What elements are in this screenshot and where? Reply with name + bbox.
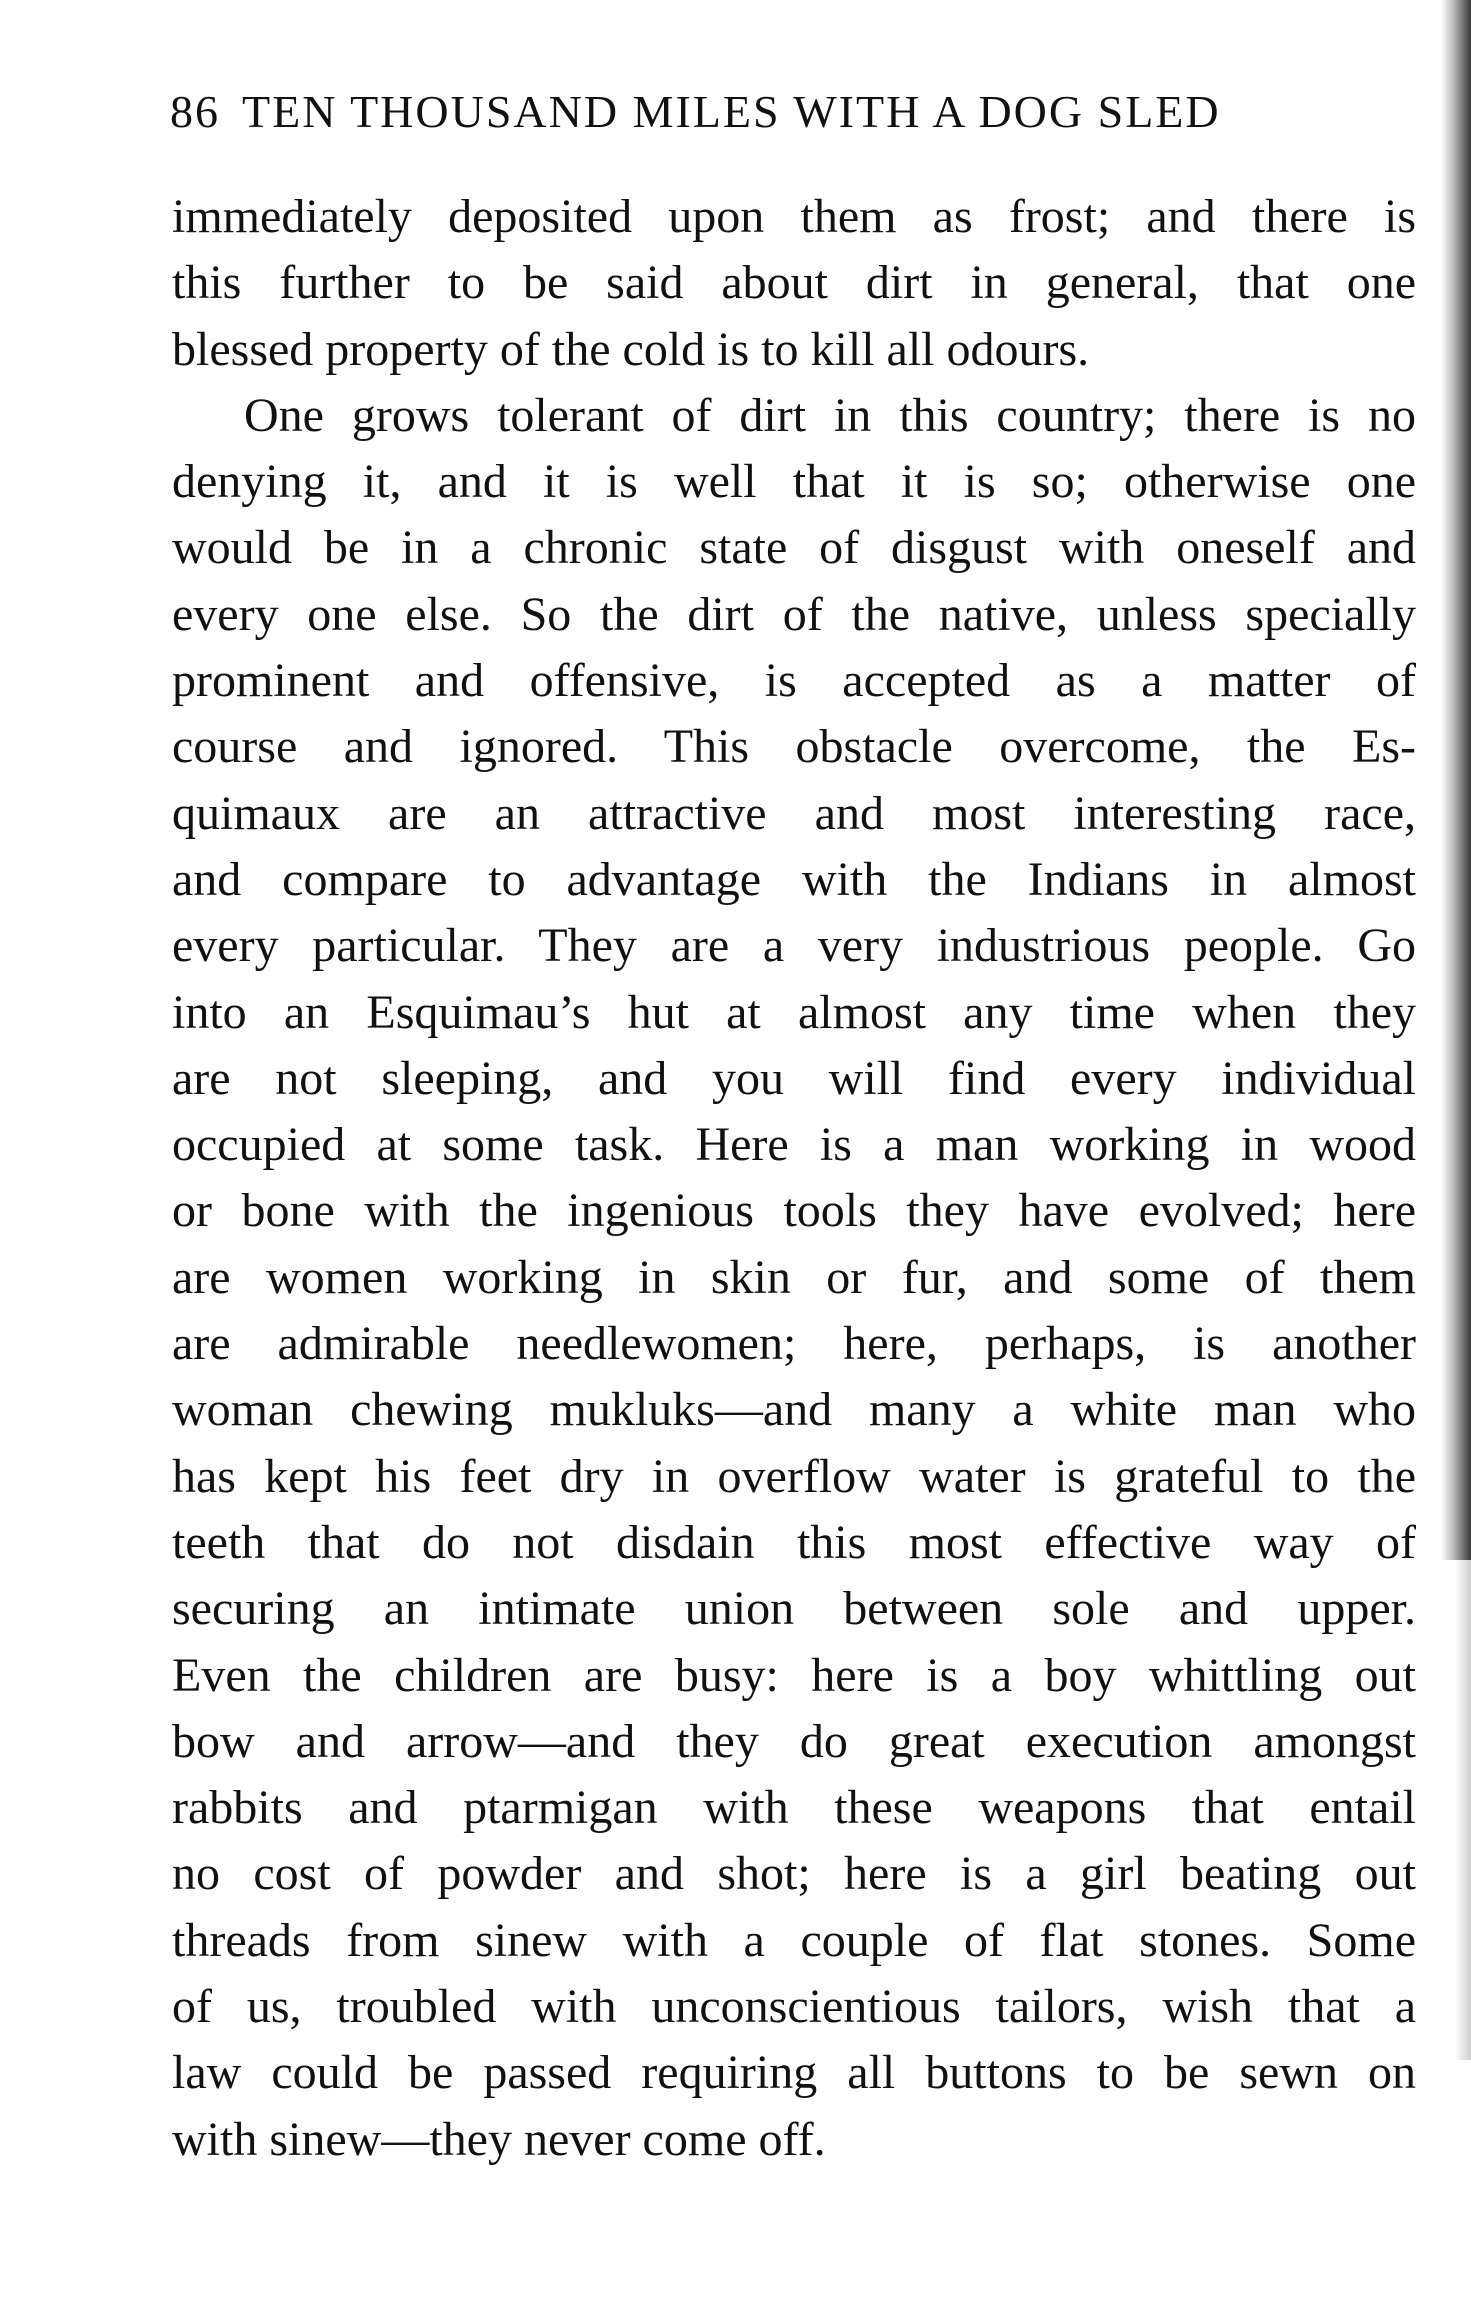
text-line: quimaux are an attractive and most interesting race, [172, 786, 1416, 840]
text-line: threads from sinew with a couple of flat stones. Some [172, 1913, 1416, 1967]
text-line: and compare to advantage with the Indians in almost [172, 852, 1416, 906]
text-line: immediately deposited upon them as frost; and there is [172, 190, 1416, 243]
text-line: bow and arrow—and they do great execution amongst [172, 1714, 1416, 1768]
text-line: One grows tolerant of dirt in this country; there is no [244, 388, 1416, 442]
text-line: course and ignored. This obstacle overcome, the Es- [172, 720, 1416, 774]
text-line: denying it, and it is well that it is so; otherwise one [172, 455, 1416, 509]
text-line: law could be passed requiring all buttons to be sewn on [172, 2046, 1416, 2100]
text-line: Even the children are busy: here is a boy whittling out [172, 1648, 1416, 1702]
body-text [172, 184, 1416, 2173]
text-line: every particular. They are a very industrious people. Go [172, 919, 1416, 973]
running-title: TEN THOUSAND MILES WITH A DOG SLED [242, 86, 1221, 137]
text-line: or bone with the ingenious tools they have evolved; here [172, 1184, 1416, 1238]
text-line: of us, troubled with unconscientious tailors, wish that a [172, 1980, 1416, 2034]
binding-shadow [1441, 0, 1471, 1560]
text-line: no cost of powder and shot; here is a girl beating out [172, 1847, 1416, 1901]
text-line: blessed property of the cold is to kill all odours. [172, 322, 1090, 376]
text-line: has kept his feet dry in overflow water is grateful to the [172, 1449, 1416, 1503]
text-line: are admirable needlewomen; here, perhaps, is another [172, 1317, 1416, 1371]
text-line: this further to be said about dirt in general, that one [172, 256, 1416, 310]
text-line: securing an intimate union between sole and upper. [172, 1582, 1416, 1636]
text-line: occupied at some task. Here is a man working in wood [172, 1118, 1416, 1172]
text-line: rabbits and ptarmigan with these weapons that entail [172, 1781, 1416, 1835]
text-line: every one else. So the dirt of the native, unless specially [172, 587, 1416, 641]
binding-shadow-lower [1455, 1560, 1471, 2060]
text-line: would be in a chronic state of disgust with oneself and [172, 521, 1416, 575]
text-line: woman chewing mukluks—and many a white man who [172, 1383, 1416, 1437]
text-line: are women working in skin or fur, and some of them [172, 1250, 1416, 1304]
page-number: 86 [170, 86, 220, 137]
running-head [170, 82, 1370, 142]
text-line: are not sleeping, and you will find every individual [172, 1051, 1416, 1105]
text-line: prominent and offensive, is accepted as a matter of [172, 654, 1416, 708]
text-line: with sinew—they never come off. [172, 2112, 826, 2166]
text-line: teeth that do not disdain this most effective way of [172, 1515, 1416, 1569]
text-line: into an Esquimau’s hut at almost any time when they [172, 985, 1416, 1039]
